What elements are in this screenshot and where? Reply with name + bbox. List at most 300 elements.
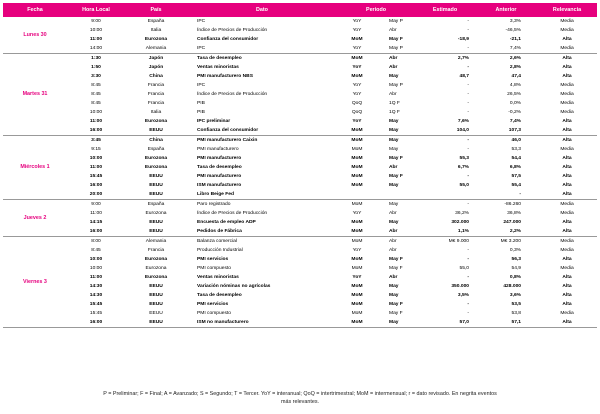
cell-estimate: -	[467, 174, 470, 179]
cell-basis: MoM	[351, 183, 363, 188]
cell-relevance: Alta	[537, 190, 597, 200]
cell-time: 3:30	[91, 74, 101, 79]
table-row	[3, 255, 597, 264]
header-hora-local: Hora Local	[67, 3, 125, 17]
cell-relevance: Alta	[537, 126, 597, 136]
cell-basis: YoY	[352, 92, 362, 97]
table-row	[3, 163, 597, 172]
cell-estimate: -	[467, 311, 470, 316]
cell-country: EEUU	[125, 318, 187, 328]
cell-previous: 0,0%	[509, 101, 522, 106]
cell-event: Tasa de desempleo	[197, 56, 242, 61]
cell-event: PIB	[197, 110, 205, 115]
table-row	[3, 81, 597, 90]
cell-basis: MoM	[351, 220, 363, 225]
cell-period: Abr	[389, 248, 397, 253]
cell-event: PMI compuesto	[197, 266, 231, 271]
cell-period: Abr	[389, 56, 398, 61]
cell-time: 14:30	[89, 284, 103, 289]
cell-country: España	[147, 147, 165, 152]
cell-relevance: Alta	[562, 65, 572, 70]
cell-time: 10:00	[89, 266, 103, 271]
cell-country: Francia	[147, 248, 165, 253]
cell-basis: MoM	[351, 311, 363, 316]
table-row	[3, 17, 597, 26]
cell-period: May F	[389, 302, 403, 307]
cell-previous: -21,1	[509, 37, 522, 42]
cell-event: PMI manufacturero Caixin	[197, 138, 258, 143]
cell-relevance: Media	[560, 248, 574, 253]
cell-period: Abr	[389, 65, 398, 70]
cell-relevance: Media	[560, 211, 574, 216]
cell-event: PMI manufacturero NBS	[197, 74, 253, 79]
cell-event: IPC	[197, 19, 206, 24]
cell-estimate: M€ 9.000	[448, 239, 470, 244]
table-row	[3, 309, 597, 318]
table-row	[3, 227, 597, 237]
table-row	[3, 136, 597, 146]
cell-basis: MoM	[351, 284, 363, 289]
cell-time: 16:00	[67, 126, 125, 136]
cell-basis: MoM	[351, 156, 363, 161]
cell-basis: MoM	[337, 126, 377, 136]
cell-time: 16:00	[67, 318, 125, 328]
cell-previous: 7,4%	[475, 44, 537, 54]
cell-relevance: Media	[560, 83, 574, 88]
cell-basis: MoM	[351, 202, 363, 207]
cell-basis: YoY	[352, 28, 362, 33]
cell-country: Francia	[147, 92, 165, 97]
cell-period: May P	[389, 83, 403, 88]
cell-estimate: -	[467, 92, 470, 97]
table-row	[3, 72, 597, 81]
cell-relevance: Alta	[562, 156, 572, 161]
cell-relevance: Alta	[562, 119, 572, 124]
cell-relevance: Media	[560, 110, 574, 115]
day-label: Miércoles 1	[3, 136, 67, 200]
cell-basis: YoY	[352, 275, 362, 280]
table-row	[3, 300, 597, 309]
cell-time: 15:45	[89, 311, 103, 316]
cell-basis: MoM	[351, 37, 363, 42]
cell-relevance: Alta	[562, 302, 572, 307]
cell-period: Abr	[389, 28, 397, 33]
cell-relevance: Alta	[562, 165, 572, 170]
cell-previous: 53,5	[511, 302, 522, 307]
table-row	[3, 246, 597, 255]
cell-relevance: Media	[560, 147, 574, 152]
cell-country: Eurozona	[144, 257, 168, 262]
cell-relevance: Media	[560, 92, 574, 97]
cell-period: May	[389, 74, 399, 79]
cell-estimate: -	[467, 101, 470, 106]
cell-previous: 2,8%	[509, 65, 522, 70]
cell-time: 14:00	[67, 44, 125, 54]
cell-relevance: Media	[560, 202, 574, 207]
cell-estimate	[415, 190, 475, 200]
table-row	[3, 264, 597, 273]
cell-time: 11:00	[89, 165, 103, 170]
cell-basis: MoM	[351, 239, 363, 244]
cell-estimate: -	[467, 65, 470, 70]
cell-period: May F	[389, 311, 403, 316]
cell-period: May	[389, 293, 399, 298]
table-row	[3, 237, 597, 247]
cell-country: EEUU	[125, 126, 187, 136]
cell-time: 14:15	[89, 220, 103, 225]
cell-event: Ventas minoristas	[197, 65, 239, 70]
cell-time: 11:00	[89, 119, 103, 124]
table-row	[3, 200, 597, 210]
table-row	[3, 54, 597, 64]
cell-relevance: Media	[560, 266, 574, 271]
cell-previous: 55,4	[511, 183, 522, 188]
cell-previous: -46,5%	[505, 28, 522, 33]
cell-previous: 0,8%	[509, 275, 522, 280]
table-row	[3, 181, 597, 190]
cell-period: May	[389, 138, 399, 143]
cell-country: EEUU	[149, 293, 163, 298]
cell-estimate: -	[467, 248, 470, 253]
cell-country: EEUU	[125, 190, 187, 200]
cell-event: Índice de Precios de Producción	[197, 211, 268, 216]
cell-basis: MoM	[351, 147, 363, 152]
table-row	[3, 126, 597, 136]
day-label: Viernes 3	[3, 237, 67, 328]
cell-estimate: -	[467, 302, 470, 307]
cell-estimate: 6,7%	[457, 165, 470, 170]
cell-country: Eurozona	[144, 275, 168, 280]
cell-previous: 26,5%	[507, 92, 522, 97]
cell-basis: YoY	[352, 83, 362, 88]
cell-country: EEUU	[149, 302, 163, 307]
cell-event: PMI servicios	[197, 257, 229, 262]
cell-estimate: 350.000	[451, 284, 470, 289]
cell-country: Japón	[148, 56, 164, 61]
cell-previous: 57,1	[475, 318, 537, 328]
cell-estimate: 57,0	[415, 318, 475, 328]
cell-basis: MoM	[351, 302, 363, 307]
cell-time: 9:00	[91, 19, 101, 24]
table-row	[3, 63, 597, 72]
cell-event: Índice de Precios de Producción	[197, 28, 268, 33]
cell-event: Confianza del consumidor	[187, 126, 337, 136]
cell-time: 3:45	[91, 138, 101, 143]
cell-event: Ventas minoristas	[197, 275, 239, 280]
header-pais: País	[125, 3, 187, 17]
cell-country: China	[149, 74, 163, 79]
cell-estimate: 55,0	[459, 183, 470, 188]
table-row	[3, 282, 597, 291]
cell-time: 14:30	[89, 293, 103, 298]
cell-previous: -0,2%	[508, 110, 522, 115]
cell-estimate: -	[467, 147, 470, 152]
cell-estimate: -	[467, 19, 470, 24]
cell-basis: YoY	[337, 44, 377, 54]
cell-country: España	[147, 19, 165, 24]
cell-time: 10:00	[89, 257, 103, 262]
cell-basis: MoM	[351, 74, 363, 79]
cell-previous: 53,8	[511, 311, 522, 316]
cell-period: May F	[389, 174, 403, 179]
table-header-row	[3, 3, 597, 17]
cell-country: EEUU	[149, 183, 163, 188]
economic-calendar-table	[3, 3, 597, 328]
table-row	[3, 117, 597, 126]
cell-country: Eurozona	[144, 37, 168, 42]
cell-country: EEUU	[149, 174, 163, 179]
cell-previous: 7,4%	[509, 119, 522, 124]
cell-previous: 46,0	[511, 138, 522, 143]
cell-period: May	[377, 126, 415, 136]
cell-basis: YoY	[352, 119, 362, 124]
cell-estimate: 2,7%	[457, 56, 470, 61]
cell-relevance: Alta	[562, 56, 572, 61]
cell-previous: M€ 3.200	[500, 239, 522, 244]
cell-relevance: Alta	[562, 183, 572, 188]
header-dato: Dato	[187, 3, 337, 17]
cell-estimate: -	[467, 83, 470, 88]
cell-relevance: Media	[560, 19, 574, 24]
cell-previous: -	[475, 190, 537, 200]
cell-previous: 0,3%	[509, 248, 522, 253]
calendar-body	[3, 17, 597, 328]
table-row	[3, 172, 597, 181]
cell-previous: 2,6%	[509, 56, 522, 61]
cell-country: Eurozona	[144, 119, 168, 124]
cell-period: Abr	[389, 239, 397, 244]
cell-event: Pedidos de Fábrica	[187, 227, 337, 237]
cell-time: 8:45	[91, 83, 101, 88]
footnote: P = Preliminar; F = Final; A = Avanzado; S = Segundo; T = Tercer. YoY = interanual; QoQ = intertrimestral; MoM = intermensual; r = dato revisado. En negrita eventos más relevantes.	[103, 391, 497, 405]
cell-event: PMI manufacturero	[197, 147, 239, 152]
cell-time: 10:00	[89, 110, 103, 115]
cell-time: 8:00	[91, 239, 101, 244]
cell-period: May F	[389, 266, 403, 271]
cell-period: Abr	[389, 165, 398, 170]
table-row	[3, 318, 597, 328]
cell-country: Francia	[147, 101, 165, 106]
cell-relevance: Media	[560, 239, 574, 244]
cell-relevance: Media	[560, 311, 574, 316]
cell-event: Encuesta de empleo ADP	[197, 220, 256, 225]
cell-relevance: Media	[560, 28, 574, 33]
cell-time: 9:00	[91, 202, 101, 207]
table-row	[3, 26, 597, 35]
cell-relevance: Alta	[537, 227, 597, 237]
cell-period: Abr	[389, 92, 397, 97]
cell-country: Francia	[147, 83, 165, 88]
table-row	[3, 291, 597, 300]
table-row	[3, 35, 597, 44]
cell-estimate: -	[467, 110, 470, 115]
cell-previous: 6,8%	[509, 165, 522, 170]
cell-event: IPC preliminar	[197, 119, 231, 124]
cell-period	[377, 190, 415, 200]
header-relevancia: Relevancia	[537, 3, 597, 17]
cell-country: Eurozona	[144, 165, 168, 170]
cell-event: IPC	[197, 83, 206, 88]
cell-time: 20:00	[67, 190, 125, 200]
cell-previous: 57,5	[511, 174, 522, 179]
cell-country: EEUU	[149, 311, 163, 316]
cell-event: PMI compuesto	[197, 311, 231, 316]
cell-country: España	[147, 202, 165, 207]
cell-time: 10:00	[89, 156, 103, 161]
cell-event: Variación nóminas no agrícolas	[197, 284, 271, 289]
cell-country: Alemania	[145, 239, 167, 244]
cell-previous: 36,8%	[507, 211, 522, 216]
cell-country: Japón	[148, 65, 164, 70]
cell-event: Paro registrado	[197, 202, 231, 207]
cell-time: 11:00	[89, 37, 103, 42]
cell-period: 1Q F	[389, 101, 400, 106]
cell-basis	[337, 190, 377, 200]
cell-period: Abr	[389, 211, 397, 216]
cell-previous: 3,6%	[509, 293, 522, 298]
table-row	[3, 273, 597, 282]
table-row	[3, 190, 597, 200]
cell-time: 16:00	[89, 183, 103, 188]
table-row	[3, 99, 597, 108]
cell-previous: 247.000	[503, 220, 522, 225]
cell-period: May P	[377, 44, 415, 54]
cell-estimate: -	[467, 28, 470, 33]
cell-country: China	[149, 138, 163, 143]
cell-relevance: Alta	[562, 74, 572, 79]
cell-basis: MoM	[337, 318, 377, 328]
cell-period: Abr	[377, 227, 415, 237]
cell-period: May F	[389, 156, 403, 161]
day-label: Jueves 2	[3, 200, 67, 237]
cell-basis: MoM	[351, 174, 363, 179]
cell-previous: 53,3	[511, 147, 522, 152]
cell-relevance: Alta	[562, 37, 572, 42]
cell-time: 11:00	[89, 275, 103, 280]
cell-time: 11:00	[90, 211, 102, 216]
cell-basis: MoM	[351, 56, 363, 61]
cell-estimate: 1,1%	[415, 227, 475, 237]
cell-basis: YoY	[352, 19, 362, 24]
cell-country: EEUU	[149, 284, 163, 289]
cell-relevance: Alta	[562, 275, 572, 280]
cell-previous: 4,8%	[509, 83, 522, 88]
cell-time: 9:15	[91, 147, 101, 152]
cell-estimate: 48,7	[459, 74, 470, 79]
cell-time: 8:45	[91, 248, 101, 253]
cell-event: PMI servicios	[197, 302, 229, 307]
cell-estimate: 55,0	[459, 266, 470, 271]
cell-previous: 2,2%	[475, 227, 537, 237]
cell-estimate: -	[467, 275, 470, 280]
cell-event: Tasa de desempleo	[197, 165, 242, 170]
cell-basis: YoY	[352, 65, 362, 70]
cell-event: ISM no manufacturero	[187, 318, 337, 328]
cell-relevance: Alta	[537, 318, 597, 328]
table-row	[3, 154, 597, 163]
cell-country: Eurozona	[145, 266, 167, 271]
header-fecha: Fecha	[3, 3, 67, 17]
header-periodo: Periodo	[337, 3, 415, 17]
cell-estimate: 3,5%	[457, 293, 470, 298]
cell-period: Abr	[389, 275, 398, 280]
cell-country: EEUU	[125, 227, 187, 237]
cell-time: 16:00	[67, 227, 125, 237]
cell-period: May F	[389, 257, 403, 262]
cell-previous: 54,4	[511, 156, 522, 161]
cell-basis: MoM	[351, 266, 363, 271]
table-row	[3, 145, 597, 154]
cell-event: Confianza del consumidor	[197, 37, 259, 42]
cell-event: Índice de Precios de Producción	[197, 92, 268, 97]
cell-country: Italia	[150, 28, 162, 33]
cell-relevance: Alta	[562, 220, 572, 225]
cell-period: May	[389, 119, 399, 124]
table-row	[3, 90, 597, 99]
cell-estimate: 302.000	[451, 220, 470, 225]
cell-country: Alemania	[125, 44, 187, 54]
cell-event: PMI manufacturero	[197, 156, 242, 161]
cell-event: PMI manufacturero	[197, 174, 242, 179]
cell-event: PIB	[197, 101, 205, 106]
cell-event: Balanza comercial	[197, 239, 237, 244]
cell-basis: YoY	[352, 248, 362, 253]
cell-time: 15:45	[89, 302, 103, 307]
cell-basis: MoM	[337, 227, 377, 237]
table-row	[3, 108, 597, 117]
cell-relevance: Alta	[562, 284, 572, 289]
cell-previous: 107,3	[475, 126, 537, 136]
table-row	[3, 209, 597, 218]
cell-time: 10:00	[89, 28, 103, 33]
cell-event: Libro Beige Fed	[187, 190, 337, 200]
cell-time: 8:45	[91, 92, 101, 97]
cell-basis: MoM	[351, 293, 363, 298]
cell-estimate: 55,3	[459, 156, 470, 161]
header-estimado: Estimado	[415, 3, 475, 17]
cell-estimate: -	[415, 44, 475, 54]
day-label: Lunes 30	[3, 17, 67, 54]
cell-relevance: Alta	[562, 257, 572, 262]
cell-estimate: 104,0	[415, 126, 475, 136]
table-row	[3, 218, 597, 227]
cell-country: Eurozona	[144, 156, 168, 161]
cell-estimate: 36,2%	[455, 211, 470, 216]
cell-estimate: -	[467, 257, 470, 262]
cell-period: May F	[389, 37, 403, 42]
cell-estimate: -	[467, 202, 470, 207]
cell-relevance: Alta	[562, 138, 572, 143]
cell-previous: 56,3	[511, 257, 522, 262]
cell-period: 1Q F	[389, 110, 400, 115]
cell-estimate: 7,6%	[457, 119, 470, 124]
cell-time: 15:45	[89, 174, 103, 179]
cell-period: May	[389, 202, 399, 207]
cell-event: ISM manufacturero	[197, 183, 242, 188]
cell-relevance: Alta	[562, 174, 572, 179]
cell-period: May	[389, 147, 399, 152]
cell-period: May	[389, 183, 399, 188]
cell-period: May P	[389, 19, 403, 24]
cell-relevance: Alta	[562, 293, 572, 298]
cell-estimate: -18,9	[457, 37, 470, 42]
cell-country: EEUU	[149, 220, 163, 225]
cell-previous: 428.000	[503, 284, 522, 289]
cell-previous: 54,9	[511, 266, 522, 271]
cell-previous: 3,3%	[509, 19, 522, 24]
cell-time: 1:50	[91, 65, 101, 70]
cell-time: 1:30	[91, 56, 101, 61]
